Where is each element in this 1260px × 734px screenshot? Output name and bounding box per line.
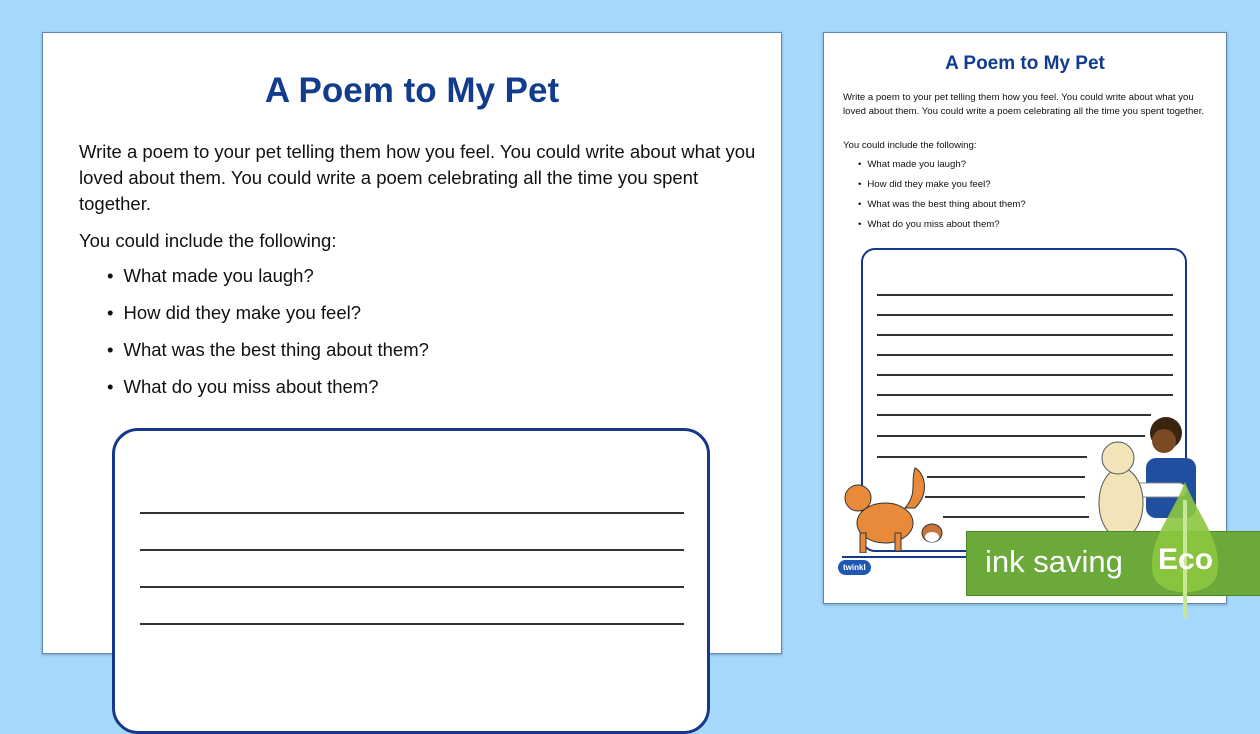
writing-line xyxy=(925,496,1085,498)
writing-line xyxy=(877,374,1173,376)
list-item: • What do you miss about them? xyxy=(107,376,429,413)
writing-line xyxy=(877,314,1173,316)
writing-line xyxy=(877,294,1173,296)
page-title: A Poem to My Pet xyxy=(264,71,560,110)
lead-text: You could include the following: xyxy=(79,230,337,251)
writing-line xyxy=(927,476,1085,478)
writing-line xyxy=(877,456,1087,458)
lead-text: You could include the following: xyxy=(843,140,977,151)
list-item: • What made you laugh? xyxy=(107,265,429,302)
prompt-list xyxy=(858,159,1026,239)
intro-text: Write a poem to your pet telling them how you feel. You could write about what you loved about them. You could write a poem celebrating all the time you spent together. xyxy=(79,141,756,214)
writing-line xyxy=(140,549,684,551)
writing-line xyxy=(943,516,1089,518)
worksheet-preview-large xyxy=(42,32,782,654)
page-title: A Poem to My Pet xyxy=(945,53,1105,74)
list-item: • How did they make you feel? xyxy=(107,302,429,339)
list-item: • What do you miss about them? xyxy=(858,219,1026,239)
writing-line xyxy=(877,354,1173,356)
cat-illustration xyxy=(840,463,930,553)
hamster-illustration xyxy=(920,520,944,544)
list-item: • How did they make you feel? xyxy=(858,179,1026,199)
eco-label: Eco xyxy=(1158,543,1214,576)
writing-line xyxy=(140,623,684,625)
writing-line xyxy=(140,586,684,588)
twinkl-logo: twinkl xyxy=(838,560,871,575)
intro-text: Write a poem to your pet telling them how you feel. You could write about what you loved about them. You could write a poem celebrating all the time you spent together. xyxy=(843,92,1205,117)
writing-line xyxy=(140,512,684,514)
ink-saving-label: ink saving xyxy=(985,544,1123,579)
writing-line xyxy=(877,394,1173,396)
prompt-list xyxy=(107,265,429,413)
list-item: • What was the best thing about them? xyxy=(858,199,1026,219)
writing-line xyxy=(877,334,1173,336)
list-item: • What made you laugh? xyxy=(858,159,1026,179)
writing-box xyxy=(112,428,710,734)
list-item: • What was the best thing about them? xyxy=(107,339,429,376)
